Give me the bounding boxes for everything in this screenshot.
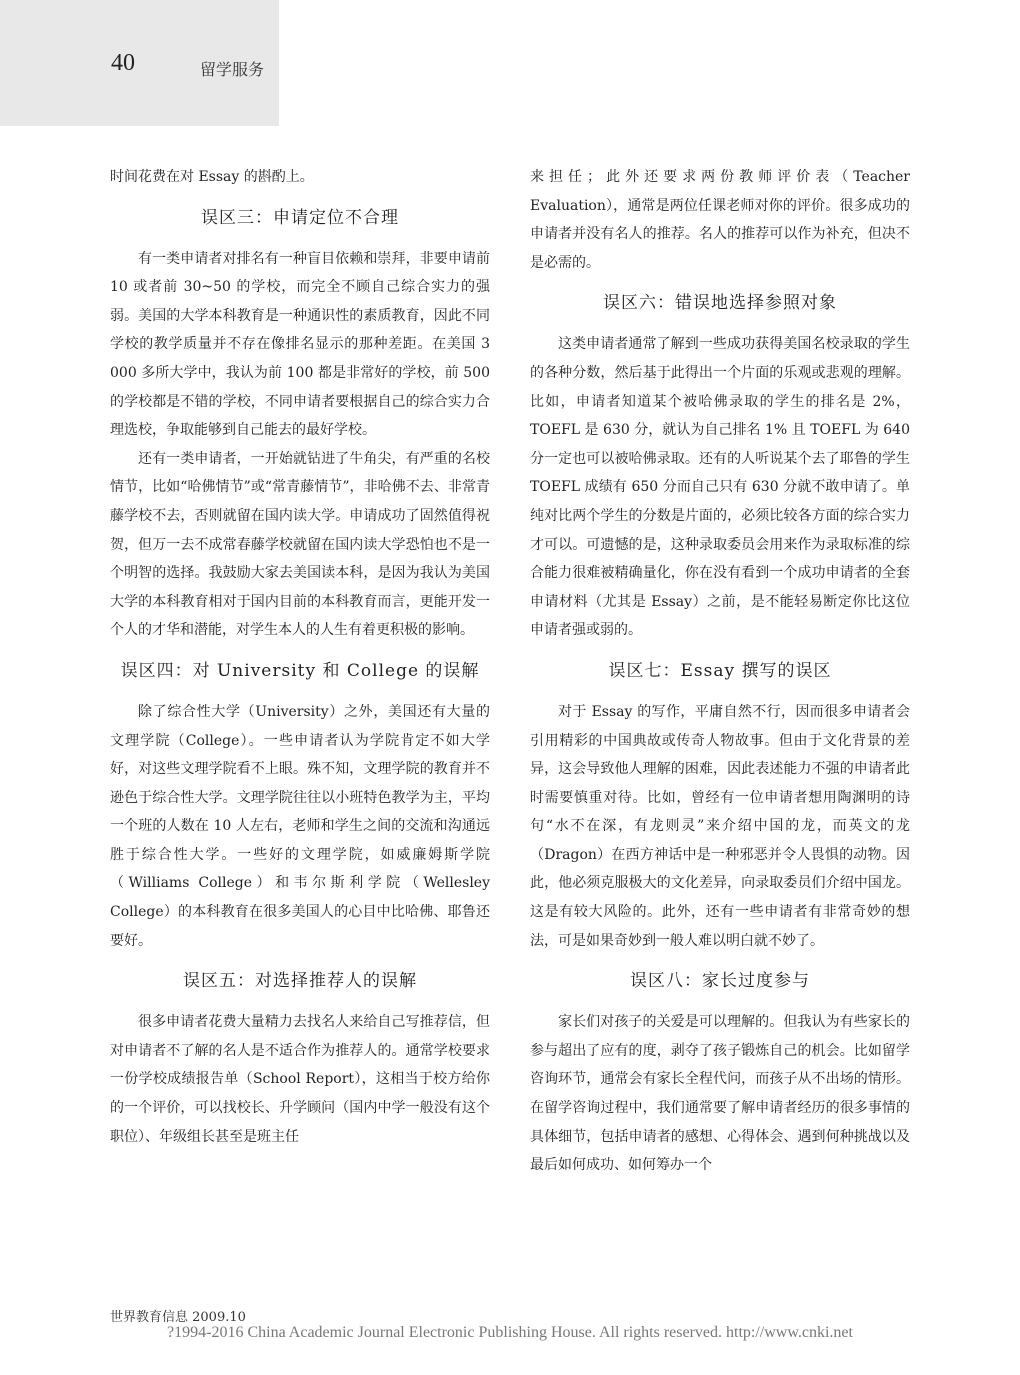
section-heading: 误区五：对选择推荐人的误解 (183, 971, 417, 992)
paragraph: 时间花费在对 Essay 的斟酌上。 (110, 169, 314, 185)
paragraph: 对于 Essay 的写作，平庸自然不行，因而很多申请者会引用精彩的中国典故或传奇人物故事。但由于文化背景的差异，这会导致他人理解的困难，因此表述能力不强的申请者此时需要慎重对待。比如，曾经有一位申请者想用陶渊明的诗句“水不在深，有龙则灵”来介绍中国的龙，而英文的龙（Dragon）在西方神话中是一种邪恶并令人畏惧的动物。因此，他必须克服极大的文化差异，向录取委员们介绍中国龙。这是有较大风险的。此外，还有一些申请者有非常奇妙的想法，可是如果奇妙到一般人难以明白就不妙了。 (530, 703, 910, 949)
section-heading: 误区七：Essay 撰写的误区 (608, 660, 832, 681)
paragraph: 有一类申请者对排名有一种盲目依赖和崇拜，非要申请前 10 或者前 30~50 的学校，而完全不顾自己综合实力的强弱。美国的大学本科教育是一种通识性的素质教育，因此不同学校的教学质量并不存在像排名显示的那种差距。在美国 3 000 多所大学中，我认为前 100 都是非常好的学校，前 500 的学校都是不错的学校，不同申请者要根据自己的综合实力合理选校，争取能够到自己能去的最好学校。 (110, 250, 490, 439)
section-heading: 误区四：对 University 和 College 的误解 (120, 660, 480, 681)
copyright-notice: ?1994-2016 China Academic Journal Electronic Publishing House. All rights reserved. http://www.cnki.net (167, 1324, 853, 1341)
journal-footer: 世界教育信息 2009.10 (110, 1310, 246, 1325)
section-heading: 误区八：家长过度参与 (630, 971, 810, 992)
section-heading: 误区三：申请定位不合理 (201, 207, 399, 228)
left-column (110, 163, 490, 1151)
section-title: 留学服务 (200, 60, 265, 79)
right-column (530, 163, 910, 1180)
page-number: 40 (111, 50, 135, 76)
section-heading: 误区六：错误地选择参照对象 (603, 293, 837, 314)
paragraph: 很多申请者花费大量精力去找名人来给自己写推荐信，但对申请者不了解的名人是不适合作为推荐人的。通常学校要求一份学校成绩报告单（School Report），这相当于校方给你的一个评价，可以找校长、升学顾问（国内中学一般没有这个职位）、年级组长甚至是班主任 (110, 1014, 490, 1145)
paragraph: 这类申请者通常了解到一些成功获得美国名校录取的学生的各种分数，然后基于此得出一个片面的乐观或悲观的理解。比如，申请者知道某个被哈佛录取的学生的排名是 2%，TOEFL 是 630 分，就认为自己排名 1% 且 TOEFL 为 640 分一定也可以被哈佛录取。还有的人听说某个去了耶鲁的学生 TOEFL 成绩有 650 分而自己只有 630 分就不敢申请了。单纯对比两个学生的分数是片面的，必须比较各方面的综合实力才可以。可遗憾的是，这种录取委员会用来作为录取标准的综合能力很难被精确量化，你在没有看到一个成功申请者的全套申请材料（尤其是 Essay）之前，是不能轻易断定你比这位申请者强或弱的。 (530, 336, 910, 639)
paragraph: 除了综合性大学（University）之外，美国还有大量的文理学院（College）。一些申请者认为学院肯定不如大学好，对这些文理学院看不上眼。殊不知，文理学院的教育并不逊色于综合性大学。文理学院往往以小班特色教学为主，平均一个班的人数在 10 人左右，老师和学生之间的交流和沟通远胜于综合性大学。一些好的文理学院，如威廉姆斯学院（Williams College）和韦尔斯利学院（Wellesley College）的本科教育在很多美国人的心目中比哈佛、耶鲁还要好。 (110, 703, 490, 949)
paragraph: 还有一类申请者，一开始就钻进了牛角尖，有严重的名校情节，比如“哈佛情节”或“常青藤情节”，非哈佛不去、非常青藤学校不去，否则就留在国内读大学。申请成功了固然值得祝贺，但万一去不成常春藤学校就留在国内读大学恐怕也不是一个明智的选择。我鼓励大家去美国读本科，是因为我认为美国大学的本科教育相对于国内目前的本科教育而言，更能开发一个人的才华和潜能，对学生本人的人生有着更积极的影响。 (110, 450, 490, 639)
paragraph: 来担任；此外还要求两份教师评价表（Teacher Evaluation），通常是两位任课老师对你的评价。很多成功的申请者并没有名人的推荐。名人的推荐可以作为补充，但决不是必需的。 (530, 169, 910, 271)
paragraph: 家长们对孩子的关爱是可以理解的。但我认为有些家长的参与超出了应有的度，剥夺了孩子锻炼自己的机会。比如留学咨询环节，通常会有家长全程代问，而孩子从不出场的情形。在留学咨询过程中，我们通常要了解申请者经历的很多事情的具体细节，包括申请者的感想、心得体会、遇到何种挑战以及最后如何成功、如何筹办一个 (530, 1014, 910, 1174)
